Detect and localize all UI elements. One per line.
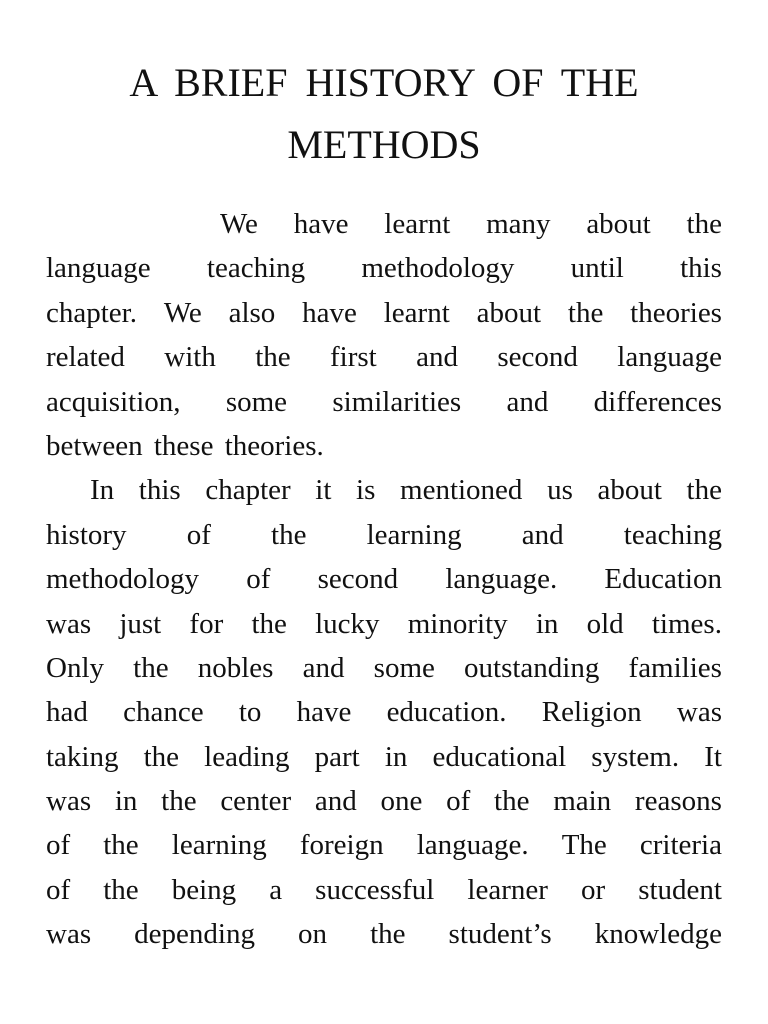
body-text bbox=[46, 202, 722, 957]
title-line: A BRIEF HISTORY OF THE bbox=[129, 60, 639, 105]
text-line: chapter. We also have learnt about the theories bbox=[46, 296, 722, 329]
page-title bbox=[60, 52, 708, 176]
text-line: was depending on the student’s knowledge bbox=[46, 918, 722, 951]
text-line: Only the nobles and some outstanding families bbox=[46, 651, 722, 684]
text-line: In this chapter it is mentioned us about the bbox=[90, 474, 722, 507]
text-line: of the being a successful learner or student bbox=[46, 873, 722, 906]
text-line: history of the learning and teaching bbox=[46, 518, 722, 551]
text-line: was in the center and one of the main reasons bbox=[46, 785, 722, 818]
text-line: language teaching methodology until this bbox=[46, 252, 722, 285]
text-line: taking the leading part in educational system. It bbox=[46, 740, 722, 773]
text-line: We have learnt many about the bbox=[220, 208, 722, 240]
text-line: acquisition, some similarities and differences bbox=[46, 385, 722, 418]
title-line: METHODS bbox=[287, 122, 481, 167]
text-line: had chance to have education. Religion was bbox=[46, 696, 722, 729]
paragraph-1 bbox=[46, 202, 722, 468]
text-line: methodology of second language. Education bbox=[46, 563, 722, 596]
text-line: of the learning foreign language. The criteria bbox=[46, 829, 722, 862]
text-line: was just for the lucky minority in old times. bbox=[46, 607, 722, 640]
text-line: related with the first and second language bbox=[46, 341, 722, 374]
paragraph-2 bbox=[46, 468, 722, 956]
text-line: between these theories. bbox=[46, 429, 324, 462]
